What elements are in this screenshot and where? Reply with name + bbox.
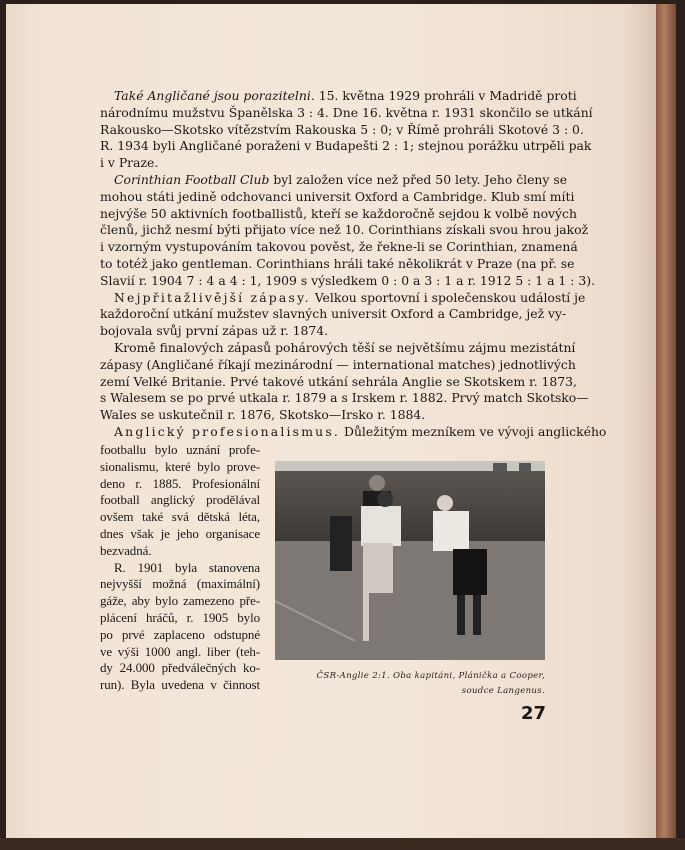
line-text: každoroční utkání mužstev slavných universit Oxford a Cambridge, jež vy- [100,306,567,322]
text-line [100,390,589,407]
line-text: zemí Velké Britanie. Prvé takové utkání sehrála Anglie se Skotskem r. 1873, [100,373,577,389]
text-line [100,339,576,357]
line-text: 15. května 1929 prohráli v Madridě proti [314,88,577,103]
caption-line: soudce Langenus. [461,686,545,696]
text-line [100,660,260,677]
page-number: 27 [521,703,547,724]
line-text: ovšem také svá dětská léta, [100,509,260,525]
line-text: Důležitým mezníkem ve vývoji anglického [340,423,607,439]
line-text: s Walesem se po prvé utkala r. 1879 a s Irskem r. 1882. Prvý match Skotsko— [100,390,589,406]
line-text: Velkou sportovní i společenskou událostí je [310,289,586,305]
text-line [100,407,545,424]
text-line [100,543,260,560]
text-line [100,222,589,239]
run-in-heading: Corinthian Football Club [114,171,270,187]
text-line [100,560,260,577]
text-line [100,610,260,627]
left-text-column [100,442,260,694]
text-line [100,306,567,323]
line-text: i vzorným vystupováním takovou pověst, že řekne-li se Corinthian, znamená [100,239,578,255]
text-line [100,88,577,105]
text-line [100,509,260,526]
line-text: dnes však je jeho organisace [100,525,260,541]
line-text: Wales se uskutečnil r. 1876, Skotsko—Irsko r. 1884. [100,407,426,423]
text-line [100,644,260,661]
text-line [100,272,596,290]
book-edge [656,4,676,838]
line-text: bojovala svůj první zápas už r. 1874. [100,323,329,339]
line-text: nejvýše 50 aktivních footballistů, kteří se každoročně sejdou k volbě nových [100,205,577,221]
line-text: i v Praze. [100,155,159,171]
line-text: bezvadná. [100,542,152,558]
text-line [100,121,584,139]
line-text: sionalismu, které bylo prove- [100,458,260,474]
line-text: Kromě finalových zápasů pohárových těší se největšímu zájmu mezistátní [114,339,576,355]
text-line [100,423,607,441]
run-in-heading: Anglický profesionalismus. [114,423,341,439]
scan-border [0,838,685,850]
line-text: Rakousko—Skotsko vítězstvím Rakouska 5 : 0; v Římě prohráli Skotové 3 : 0. [100,121,584,137]
text-line [100,627,260,644]
line-text: R. 1901 byla stanovena [114,559,260,575]
text-line [100,239,578,256]
text-line [100,188,575,206]
line-text: mohou státi jedině odchovanci universit Oxford a Cambridge. Klub smí míti [100,188,575,204]
caption-line: ČSR-Anglie 2:1. Oba kapitáni, Plánička a Cooper, [316,671,545,681]
line-text: Slavií r. 1904 7 : 4 a 4 : 1, 1909 s výsledkem 0 : 0 a 3 : 1 a r. 1912 5 : 1 a 1 : 3). [100,272,596,288]
text-line [100,677,260,694]
line-text: ve výši 1000 angl. liber (teh- [100,643,260,659]
line-text: nejvyšší možná (maximální) [100,576,260,592]
line-text: byl založen více než před 50 lety. Jeho členy se [269,171,568,187]
text-line [100,492,260,509]
line-text: dy 24.000 předválečných ko- [100,660,260,676]
text-line [100,476,260,493]
text-line [100,576,260,593]
main-text-column [100,88,607,441]
line-text: plácení hráčů, r. 1905 bylo [100,609,260,625]
text-line [100,356,576,374]
text-line [100,442,260,459]
text-line [100,155,545,172]
text-line [100,104,593,122]
text-line [100,171,568,189]
text-line [100,205,577,223]
line-text: run). Byla uvedena v činnost [100,677,260,693]
line-text: footballu bylo uznání profe- [100,442,260,457]
text-line [100,255,575,273]
football-photo [275,461,545,660]
run-in-heading: Také Angličané jsou porazitelni. [114,88,315,103]
text-line [100,526,260,543]
line-text: R. 1934 byli Angličané poraženi v Budapešti 2 : 1; stejnou porážku utrpěli pak [100,138,592,154]
line-text: zápasy (Angličané říkají mezinárodní — international matches) jednotlivých [100,356,576,372]
run-in-heading: Nejpřitažlivější zápasy. [114,289,311,305]
text-line [100,459,260,476]
text-line [100,593,260,610]
line-text: football anglický prodělával [100,492,260,508]
line-text: po prvé zaplaceno odstupné [100,626,260,642]
text-line [100,373,577,391]
line-text: to totéž jako gentleman. Corinthians hráli také několikrát v Praze (na př. se [100,255,575,271]
text-line [100,289,586,307]
text-line [100,138,592,155]
text-line [100,323,545,340]
photo-caption [317,669,545,699]
line-text: gáže, aby bylo zamezeno pře- [100,593,260,609]
line-text: národnímu mužstvu Španělska 3 : 4. Dne 16. května r. 1931 skončilo se utkání [100,104,593,120]
line-text: členů, jichž nesmí býti přijato více než 10. Corinthians získali svou hrou jakož [100,222,589,238]
line-text: deno r. 1885. Profesionální [100,475,260,491]
